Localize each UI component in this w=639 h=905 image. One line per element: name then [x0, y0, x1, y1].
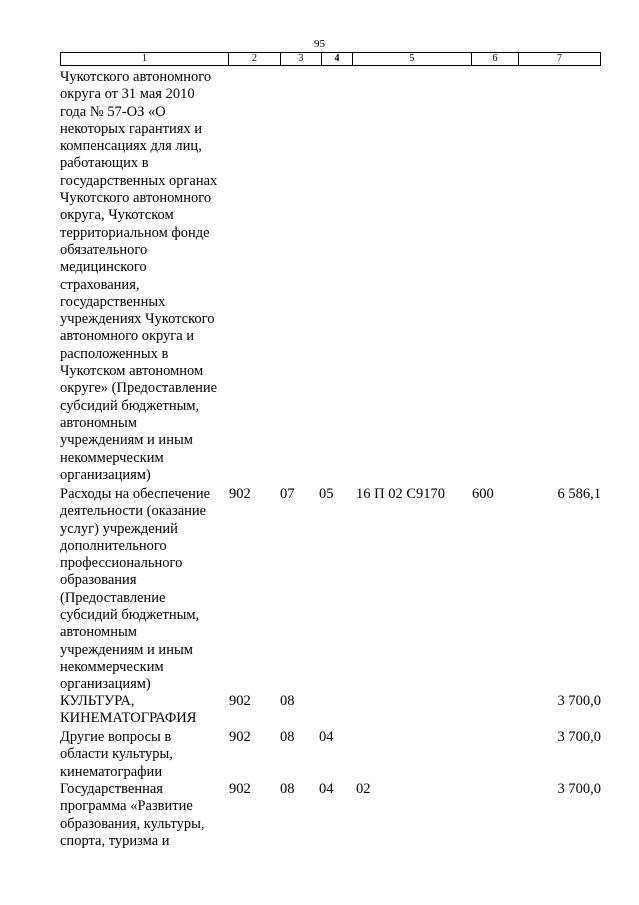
row-name-line: Чукотского автономного — [60, 190, 212, 207]
row-name-line: субсидий бюджетным, — [60, 397, 200, 414]
row-name-line: спорта, туризма и — [60, 832, 170, 849]
row-code-rz: 08 — [280, 729, 295, 745]
row-name — [60, 781, 228, 850]
row-name-line: некоторых гарантиях и — [60, 120, 203, 137]
column-header-1: 1 — [61, 53, 229, 65]
row-name-line: Чукотского автономного — [60, 69, 212, 85]
row-name-line: расположенных в — [60, 345, 169, 362]
row-amount: 3 700,0 — [557, 781, 601, 797]
row-name-line: КИНЕМАТОГРАФИЯ — [60, 710, 197, 727]
row-name-line: автономным — [60, 624, 137, 641]
row-name-line: дополнительного — [60, 537, 167, 554]
row-name-line: учреждениям и иным — [60, 432, 193, 449]
row-name-line: компенсациях для лиц, — [60, 138, 202, 155]
row-name-line: организациям) — [60, 466, 151, 483]
row-name-line: образования, культуры, — [60, 815, 205, 832]
row-name — [60, 486, 228, 694]
row-name-line: учреждениям и иным — [60, 641, 193, 658]
column-header-5: 5 — [353, 53, 472, 65]
row-name — [60, 693, 228, 728]
row-name-line: обязательного — [60, 241, 148, 258]
row-name-line: медицинского — [60, 259, 147, 276]
row-name-line: деятельности (оказание — [60, 503, 207, 520]
row-code-gr: 902 — [229, 729, 251, 745]
column-header-3: 3 — [281, 53, 322, 65]
row-name-line: КУЛЬТУРА, — [60, 693, 135, 709]
row-name-line: округа, Чукотском — [60, 207, 174, 224]
row-name-line: государственных — [60, 293, 166, 310]
table-row — [60, 729, 605, 781]
row-code-rz: 07 — [280, 486, 295, 502]
row-code-csr: 16 П 02 С9170 — [356, 486, 446, 502]
row-name-line: округе» (Предоставление — [60, 380, 218, 397]
row-name — [60, 69, 228, 484]
row-code-csr: 02 — [356, 781, 371, 797]
row-code-pr: 04 — [319, 729, 334, 745]
row-name-line: области культуры, — [60, 746, 173, 763]
table-header — [60, 52, 601, 66]
row-code-gr: 902 — [229, 486, 251, 502]
row-amount: 3 700,0 — [557, 693, 601, 709]
row-name-line: территориальном фонде — [60, 224, 210, 241]
row-name-line: образования — [60, 572, 137, 589]
row-code-rz: 08 — [280, 693, 295, 709]
table-row — [60, 69, 605, 484]
row-name-line: кинематографии — [60, 763, 163, 780]
row-code-rz: 08 — [280, 781, 295, 797]
row-name-line: Государственная — [60, 781, 163, 797]
row-code-vr: 600 — [472, 486, 494, 502]
column-header-2: 2 — [229, 53, 281, 65]
row-name-line: автономного округа и — [60, 328, 195, 345]
row-amount: 3 700,0 — [557, 729, 601, 745]
column-header-7: 7 — [557, 53, 562, 64]
column-header-6: 6 — [472, 53, 519, 65]
row-name-line: программа «Развитие — [60, 798, 193, 815]
row-name-line: автономным — [60, 414, 137, 431]
row-name-line: некоммерческим — [60, 658, 164, 675]
page-number: 95 — [314, 38, 325, 50]
row-name-line: организациям) — [60, 676, 151, 693]
row-name-line: учреждениях Чукотского — [60, 311, 215, 328]
row-amount: 6 586,1 — [557, 486, 601, 502]
row-name-line: страхования, — [60, 276, 140, 293]
row-name-line: (Предоставление — [60, 589, 166, 606]
row-name-line: Другие вопросы в — [60, 729, 172, 745]
row-code-gr: 902 — [229, 693, 251, 709]
row-code-pr: 04 — [319, 781, 334, 797]
row-name-line: работающих в — [60, 155, 149, 172]
column-header-4: 4 — [322, 53, 353, 65]
row-name-line: округа от 31 мая 2010 — [60, 86, 195, 103]
row-code-gr: 902 — [229, 781, 251, 797]
row-name-line: государственных органах — [60, 172, 218, 189]
row-name-line: профессионального — [60, 555, 183, 572]
row-name-line: года № 57-ОЗ «О — [60, 103, 166, 120]
row-name-line: Чукотском автономном — [60, 363, 204, 380]
row-name-line: субсидий бюджетным, — [60, 607, 200, 624]
row-name-line: Расходы на обеспечение — [60, 486, 211, 502]
row-name — [60, 729, 228, 781]
table-row — [60, 781, 605, 850]
table-row — [60, 693, 605, 728]
row-code-pr: 05 — [319, 486, 334, 502]
row-name-line: некоммерческим — [60, 449, 164, 466]
row-name-line: услуг) учреждений — [60, 520, 178, 537]
table-row — [60, 486, 605, 694]
